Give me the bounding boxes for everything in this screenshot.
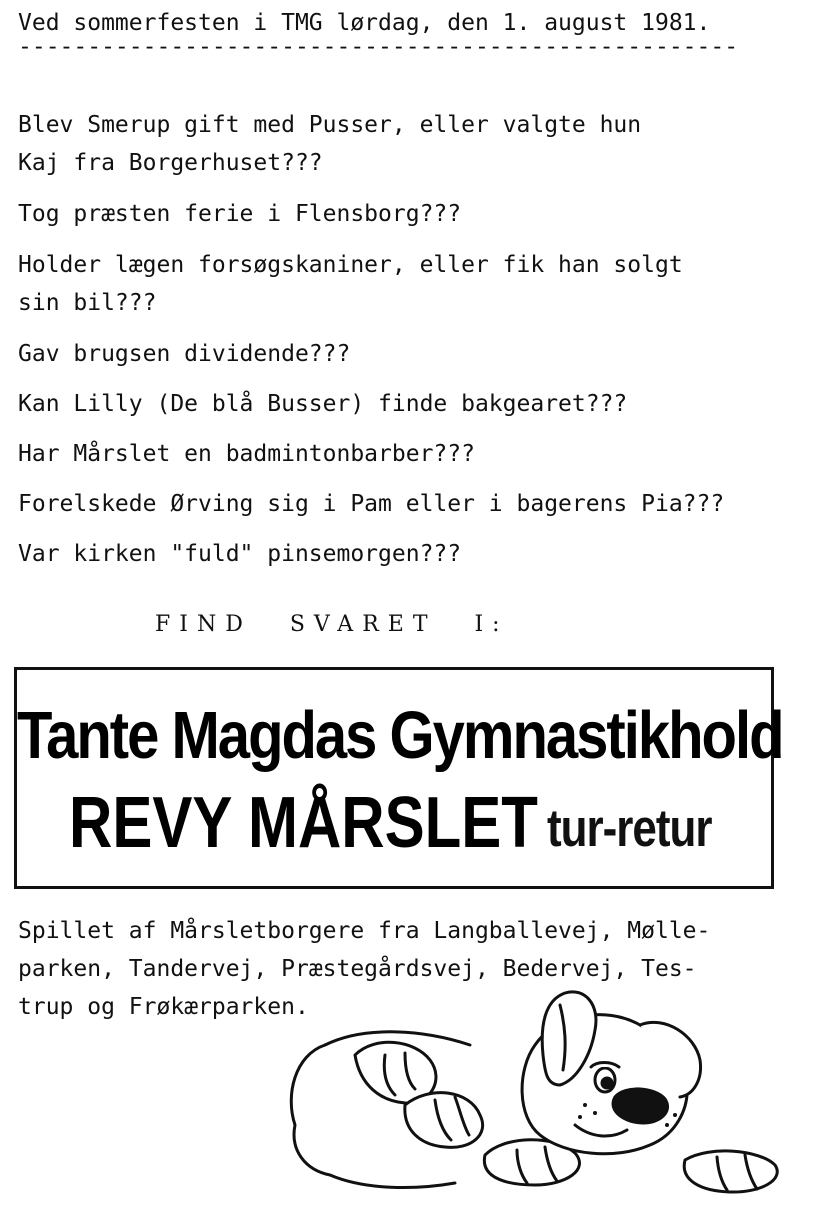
- footer-line: trup og Frøkærparken.: [18, 994, 309, 1020]
- banner-line-2-suffix: tur-retur: [547, 799, 712, 858]
- question-line: Forelskede Ørving sig i Pam eller i bagerens Pia???: [18, 491, 725, 517]
- banner-line-1: Tante Magdas Gymnastikhold: [17, 698, 783, 773]
- question-line: Kan Lilly (De blå Busser) finde bakgearet???: [18, 391, 628, 417]
- question-line: Tog præsten ferie i Flensborg???: [18, 201, 462, 227]
- find-answer-label: FIND SVARET I:: [155, 612, 509, 637]
- question-line: sin bil???: [18, 290, 157, 316]
- question-line: Har Mårslet en badmintonbarber???: [18, 441, 475, 467]
- revue-title-banner: [14, 667, 783, 889]
- header-title: Ved sommerfesten i TMG lørdag, den 1. august 1981.: [18, 10, 711, 36]
- footer-line: parken, Tandervej, Præstegårdsvej, Bedervej, Tes-: [18, 956, 697, 982]
- question-line: Holder lægen forsøgskaniner, eller fik han solgt: [18, 252, 683, 278]
- question-line: Kaj fra Borgerhuset???: [18, 150, 323, 176]
- question-line: Blev Smerup gift med Pusser, eller valgte hun: [18, 112, 642, 138]
- question-line: Var kirken "fuld" pinsemorgen???: [18, 541, 462, 567]
- footer-line: Spillet af Mårsletborgere fra Langballevej, Mølle-: [18, 918, 711, 944]
- dog-illustration-icon: [255, 985, 810, 1210]
- header-rule: ----------------------------------------------------: [18, 34, 739, 60]
- banner-line-2: REVY MÅRSLET: [69, 782, 538, 863]
- question-line: Gav brugsen dividende???: [18, 341, 351, 367]
